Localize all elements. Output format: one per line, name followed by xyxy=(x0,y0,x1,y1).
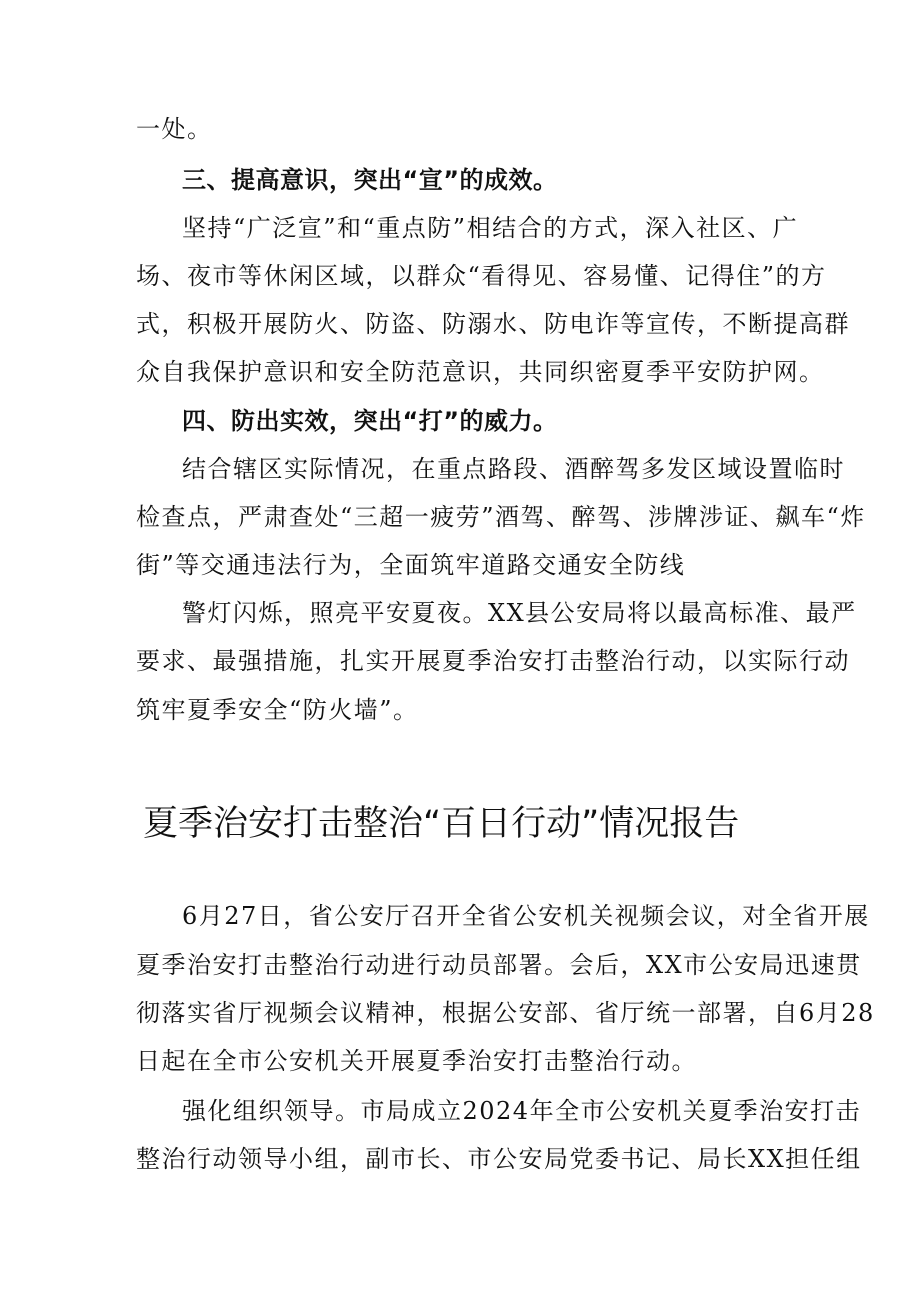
paragraph-line: 众自我保护意识和安全防范意识，共同织密夏季平安防护网。 xyxy=(136,358,825,386)
paragraph-line: 坚持“广泛宣”和“重点防”相结合的方式，深入社区、广 xyxy=(182,214,799,242)
paragraph-tail-line: 一处。 xyxy=(136,115,213,143)
section-heading-3: 三、提高意识，突出“宣”的成效。 xyxy=(182,166,558,194)
paragraph-line: 结合辖区实际情况，在重点路段、酒醉驾多发区域设置临时 xyxy=(182,455,845,483)
paragraph-line: 强化组织领导。市局成立2024年全市公安机关夏季治安打击 xyxy=(182,1097,862,1125)
paragraph-line: 警灯闪烁，照亮平安夏夜。XX县公安局将以最高标准、最严 xyxy=(182,599,857,627)
paragraph-line: 街”等交通违法行为，全面筑牢道路交通安全防线 xyxy=(136,551,686,579)
paragraph-line: 日起在全市公安机关开展夏季治安打击整治行动。 xyxy=(136,1047,697,1075)
paragraph-line: 彻落实省厅视频会议精神，根据公安部、省厅统一部署，自6月28 xyxy=(136,999,875,1027)
paragraph-line: 要求、最强措施，扎实开展夏季治安打击整治行动，以实际行动 xyxy=(136,647,850,675)
paragraph-line: 式，积极开展防火、防盗、防溺水、防电诈等宣传，不断提高群 xyxy=(136,310,850,338)
paragraph-line: 场、夜市等休闲区域，以群众“看得见、容易懂、记得住”的方 xyxy=(136,262,827,290)
paragraph-line: 检查点，严肃查处“三超一疲劳”酒驾、醉驾、涉牌涉证、飙车“炸 xyxy=(136,503,866,531)
paragraph-line: 6月27日，省公安厅召开全省公安机关视频会议，对全省开展 xyxy=(182,902,870,930)
report-title: 夏季治安打击整治“百日行动”情况报告 xyxy=(143,804,740,844)
paragraph-line: 整治行动领导小组，副市长、市公安局党委书记、局长XX担任组 xyxy=(136,1145,862,1173)
section-heading-4: 四、防出实效，突出“打”的威力。 xyxy=(182,407,558,435)
paragraph-line: 筑牢夏季安全“防火墙”。 xyxy=(136,696,419,724)
paragraph-line: 夏季治安打击整治行动进行动员部署。会后，XX市公安局迅速贯 xyxy=(136,951,862,979)
